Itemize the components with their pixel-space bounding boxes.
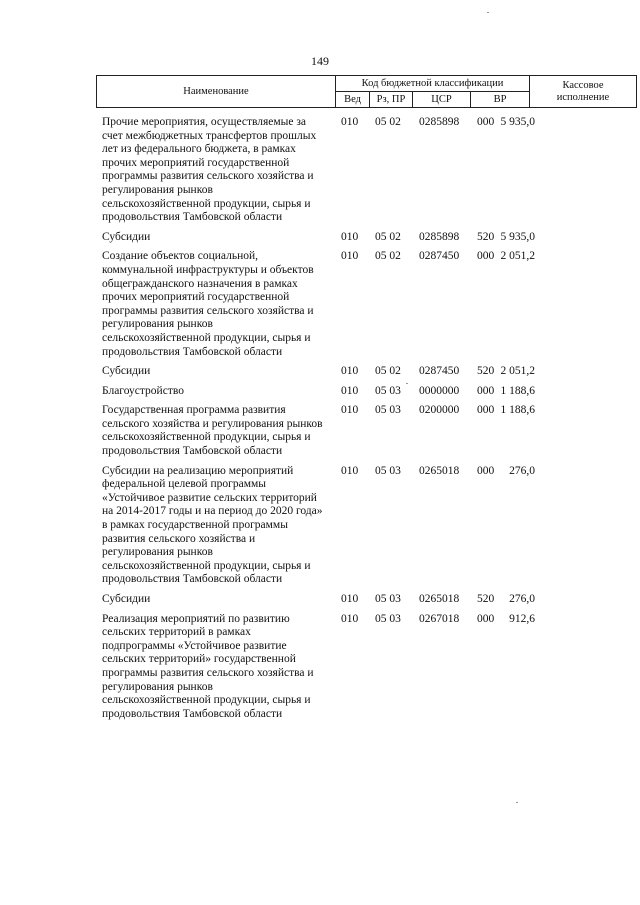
row-rz-pr: 05 03 [375,404,401,417]
row-ved: 010 [341,404,359,417]
row-rz-pr: 05 02 [375,250,401,263]
header-csr-cell [412,91,471,108]
row-sum: 5 935,0 [500,116,535,128]
table-row [96,385,537,405]
header-execution-line1: Кассовое [562,79,604,91]
row-rz-pr: 05 03 [375,384,401,397]
table-row [96,365,537,385]
header-rz-pr: Рз, ПР [376,94,406,105]
scan-speck [516,802,518,803]
row-name: Государственная программа развития сельского хозяйства и регулирования рынков сельскохозяйственной продукции, сырья и продовольствия Тамбовской области [102,404,323,458]
scan-speck [487,12,489,13]
row-ved: 010 [341,464,359,477]
row-ved: 010 [341,593,359,605]
page-number: 149 [311,54,329,68]
row-csr: 0000000 [419,384,460,397]
header-execution-line2: исполнение [556,91,610,103]
table-body [96,116,537,727]
row-rz-pr: 05 02 [375,116,401,128]
row-name: Субсидии [102,593,151,605]
row-vr: 520 [477,365,495,378]
row-sum: 5 935,0 [500,230,535,243]
row-name: Субсидии [102,365,151,378]
row-rz-pr: 05 03 [375,612,401,625]
header-vr-cell [470,91,530,108]
header-vr: ВР [493,94,507,105]
row-vr: 000 [477,612,495,625]
row-name: Создание объектов социальной, коммунальной инфраструктуры и объектов общегражданского назначения в рамках прочих мероприятий государственной программы развития сельского хозяйства и регулирования рынков сельскохозяйственной продукции, сырья и продовольствия Тамбовской области [102,250,314,358]
row-sum: 1 188,6 [500,384,535,397]
row-sum: 912,6 [509,612,535,625]
row-rz-pr: 05 03 [375,593,401,605]
row-name: Субсидии на реализацию мероприятий федеральной целевой программы «Устойчивое развитие сельских территорий на 2014-2017 годы и на период до 2020 года» в рамках государственной программы развития сельского хозяйства и регулирования рынков сельскохозяйственной продукции, сырья и продовольствия Тамбовской области [102,464,323,586]
row-rz-pr: 05 02 [375,365,401,378]
row-csr: 0285898 [419,116,460,128]
row-vr: 000 [477,250,495,263]
row-name: Субсидии [102,230,151,243]
row-vr: 000 [477,116,495,128]
table-header [96,75,610,108]
row-vr: 520 [477,593,495,605]
table-row [96,593,537,613]
row-csr: 0287450 [419,250,460,263]
row-rz-pr: 05 02 [375,230,401,243]
table-row [96,250,537,365]
table-row [96,613,537,728]
header-rz-pr-cell [369,91,413,108]
row-name: Благоустройство [102,384,184,397]
header-name-cell [96,75,336,108]
row-csr: 0285898 [419,230,460,243]
header-execution-cell [529,75,637,108]
header-ved-cell [335,91,370,108]
row-csr: 0200000 [419,404,460,417]
row-vr: 000 [477,404,495,417]
row-name: Реализация мероприятий по развитию сельских территорий в рамках подпрограммы «Устойчивое развитие сельских территорий» государственной программы развития сельского хозяйства и регулирования рынков сельскохозяйственной продукции, сырья и продовольствия Тамбовской области [102,612,314,720]
row-csr: 0267018 [419,612,460,625]
table-row [96,116,537,231]
table-row [96,404,537,464]
row-sum: 276,0 [509,464,535,477]
row-csr: 0287450 [419,365,460,378]
row-sum: 2 051,2 [500,365,535,378]
row-csr: 0265018 [419,593,460,605]
row-vr: 000 [477,464,495,477]
row-vr: 520 [477,230,495,243]
row-ved: 010 [341,612,359,625]
row-vr: 000 [477,384,495,397]
table-row [96,231,537,251]
row-sum: 2 051,2 [500,250,535,263]
scan-speck [406,383,408,384]
row-ved: 010 [341,384,359,397]
header-name: Наименование [183,86,249,97]
row-csr: 0265018 [419,464,460,477]
header-csr: ЦСР [431,94,452,105]
table-row [96,465,537,593]
row-ved: 010 [341,365,359,378]
header-code-group: Код бюджетной классификации [361,78,504,89]
row-rz-pr: 05 03 [375,464,401,477]
row-ved: 010 [341,250,359,263]
row-sum: 1 188,6 [500,404,535,417]
row-ved: 010 [341,116,359,128]
header-code-group-cell [335,75,530,92]
header-ved: Вед [344,94,361,105]
row-ved: 010 [341,230,359,243]
row-name: Прочие мероприятия, осуществляемые за счет межбюджетных трансфертов прошлых лет из федерального бюджета, в рамках прочих мероприятий государственной программы развития сельского хозяйства и регулирования рынков сельскохозяйственной продукции, сырья и продовольствия Тамбовской области [102,116,317,224]
row-sum: 276,0 [509,593,535,605]
